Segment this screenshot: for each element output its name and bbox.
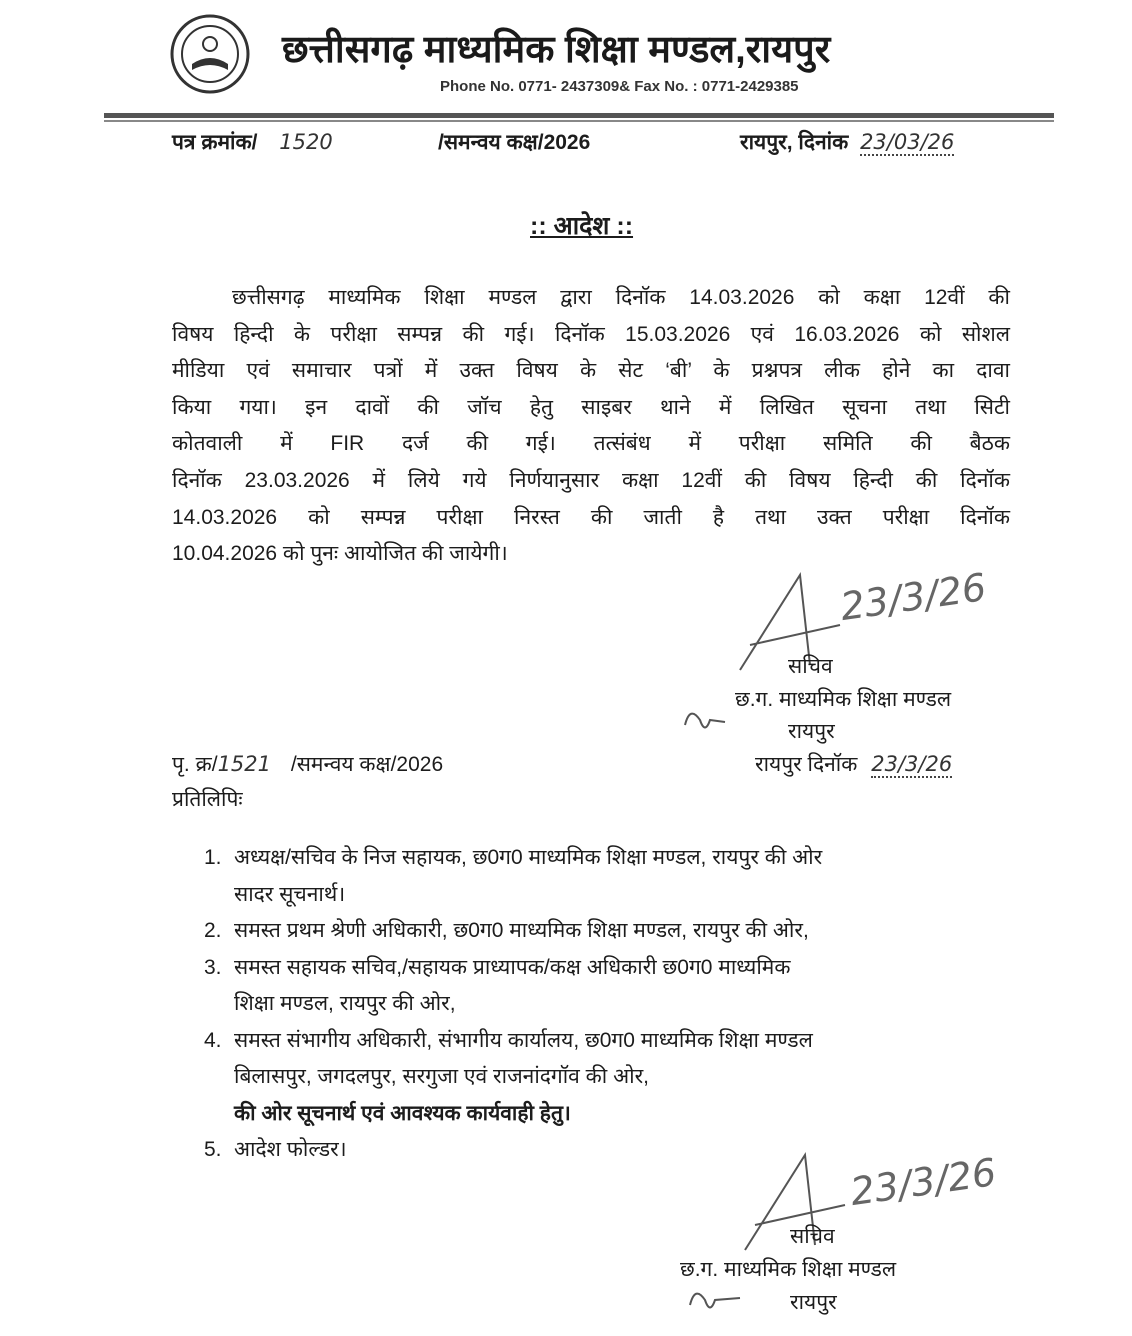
list-item: [204, 1023, 822, 1060]
header-rule-thin: [104, 120, 1054, 122]
letter-number-value: 1520: [279, 130, 333, 154]
letter-date-label: रायपुर, दिनांक: [740, 131, 849, 154]
order-line: विषय हिन्दी के परीक्षा सम्पन्न की गई। दिनॉक 15.03.2026 एवं 16.03.2026 को सोशल: [172, 322, 1010, 346]
endorsement-number: [172, 750, 443, 778]
endorsement-date-label: रायपुर दिनॉक: [755, 753, 858, 776]
order-line: दिनॉक 23.03.2026 में लिये गये निर्णयानुसार कक्षा 12वीं की विषय हिन्दी की दिनॉक: [172, 468, 1010, 492]
item-number: 4.: [204, 1028, 222, 1052]
initials-mark: [680, 700, 730, 740]
item-text-cont: शिक्षा मण्डल, रायपुर की ओर,: [234, 992, 456, 1015]
list-item: [204, 1132, 822, 1169]
signatory-org: छ.ग. माध्यमिक शिक्षा मण्डल: [735, 688, 952, 711]
signatory-designation: सचिव: [788, 655, 833, 678]
header-rule: [104, 113, 1054, 118]
signatory-org: छ.ग. माध्यमिक शिक्षा मण्डल: [680, 1258, 897, 1281]
item-text: समस्त प्रथम श्रेणी अधिकारी, छ0ग0 माध्यमिक शिक्षा मण्डल, रायपुर की ओर,: [234, 919, 809, 942]
letter-number: [172, 128, 333, 156]
initials-mark: [685, 1280, 745, 1320]
signatory-city: रायपुर: [790, 1291, 837, 1314]
item-number: 1.: [204, 846, 222, 869]
signatory-designation: सचिव: [790, 1225, 835, 1248]
board-logo: [170, 14, 250, 94]
endorsement-number-label: पृ. क्र/: [172, 753, 218, 776]
order-heading: :: आदेश ::: [530, 212, 634, 240]
copy-list: [204, 840, 822, 1169]
endorsement-number-value: 1521: [217, 752, 272, 776]
signature-date: 23/3/26: [837, 565, 989, 629]
item-text: आदेश फोल्डर।: [234, 1138, 347, 1161]
letter-date-value: 23/03/26: [860, 130, 955, 154]
letter-number-suffix: /समन्वय कक्ष/2026: [438, 131, 591, 154]
contact-info: Phone No. 0771- 2437309& Fax No. : 0771-2429385: [440, 78, 799, 95]
signature-date: 23/3/26: [847, 1150, 999, 1214]
order-line: मीडिया एवं समाचार पत्रों में उक्त विषय के सेट ‘बी’ के प्रश्नपत्र लीक होने का दावा: [172, 359, 1010, 383]
item-number: 5.: [204, 1138, 222, 1161]
order-line: किया गया। इन दावों की जॉच हेतु साइबर थाने में लिखित सूचना तथा सिटी: [172, 395, 1010, 419]
endorsement-date: [755, 750, 952, 778]
action-note: की ओर सूचनार्थ एवं आवश्यक कार्यवाही हेतु।: [234, 1101, 571, 1125]
order-line: 14.03.2026 को सम्पन्न परीक्षा निरस्त की जाती है तथा उक्त परीक्षा दिनॉक: [172, 505, 1010, 529]
item-text: समस्त संभागीय अधिकारी, संभागीय कार्यालय, छ0ग0 माध्यमिक शिक्षा मण्डल: [234, 1028, 813, 1052]
item-text: अध्यक्ष/सचिव के निज सहायक, छ0ग0 माध्यमिक शिक्षा मण्डल, रायपुर की ओर: [234, 846, 823, 869]
letter-number-label: पत्र क्रमांक/: [172, 131, 258, 154]
list-item: [204, 950, 822, 987]
order-body: [172, 280, 1010, 573]
order-line: कोतवाली में FIR दर्ज की गई। तत्संबंध में परीक्षा समिति की बैठक: [172, 432, 1010, 456]
item-text-cont: सादर सूचनार्थ।: [234, 882, 346, 906]
copy-label: प्रतिलिपिः: [172, 788, 243, 811]
list-item: [204, 840, 822, 877]
item-number: 2.: [204, 919, 222, 942]
item-text: समस्त सहायक सचिव,/सहायक प्राध्यापक/कक्ष अधिकारी छ0ग0 माध्यमिक: [234, 955, 791, 979]
endorsement-number-suffix: /समन्वय कक्ष/2026: [290, 753, 444, 776]
signatory-city: रायपुर: [788, 720, 835, 743]
org-title: छत्तीसगढ़ माध्यमिक शिक्षा मण्डल,रायपुर: [282, 29, 831, 71]
order-line: छत्तीसगढ़ माध्यमिक शिक्षा मण्डल द्वारा दिनॉक 14.03.2026 को कक्षा 12वीं की: [232, 286, 1010, 309]
item-text-cont: बिलासपुर, जगदलपुर, सरगुजा एवं राजनांदगॉव की ओर,: [234, 1065, 649, 1088]
order-line: 10.04.2026 को पुनः आयोजित की जायेगी।: [172, 542, 508, 566]
letter-date: [740, 128, 954, 156]
item-number: 3.: [204, 955, 222, 979]
list-item: [204, 913, 822, 950]
endorsement-date-value: 23/3/26: [871, 752, 953, 776]
